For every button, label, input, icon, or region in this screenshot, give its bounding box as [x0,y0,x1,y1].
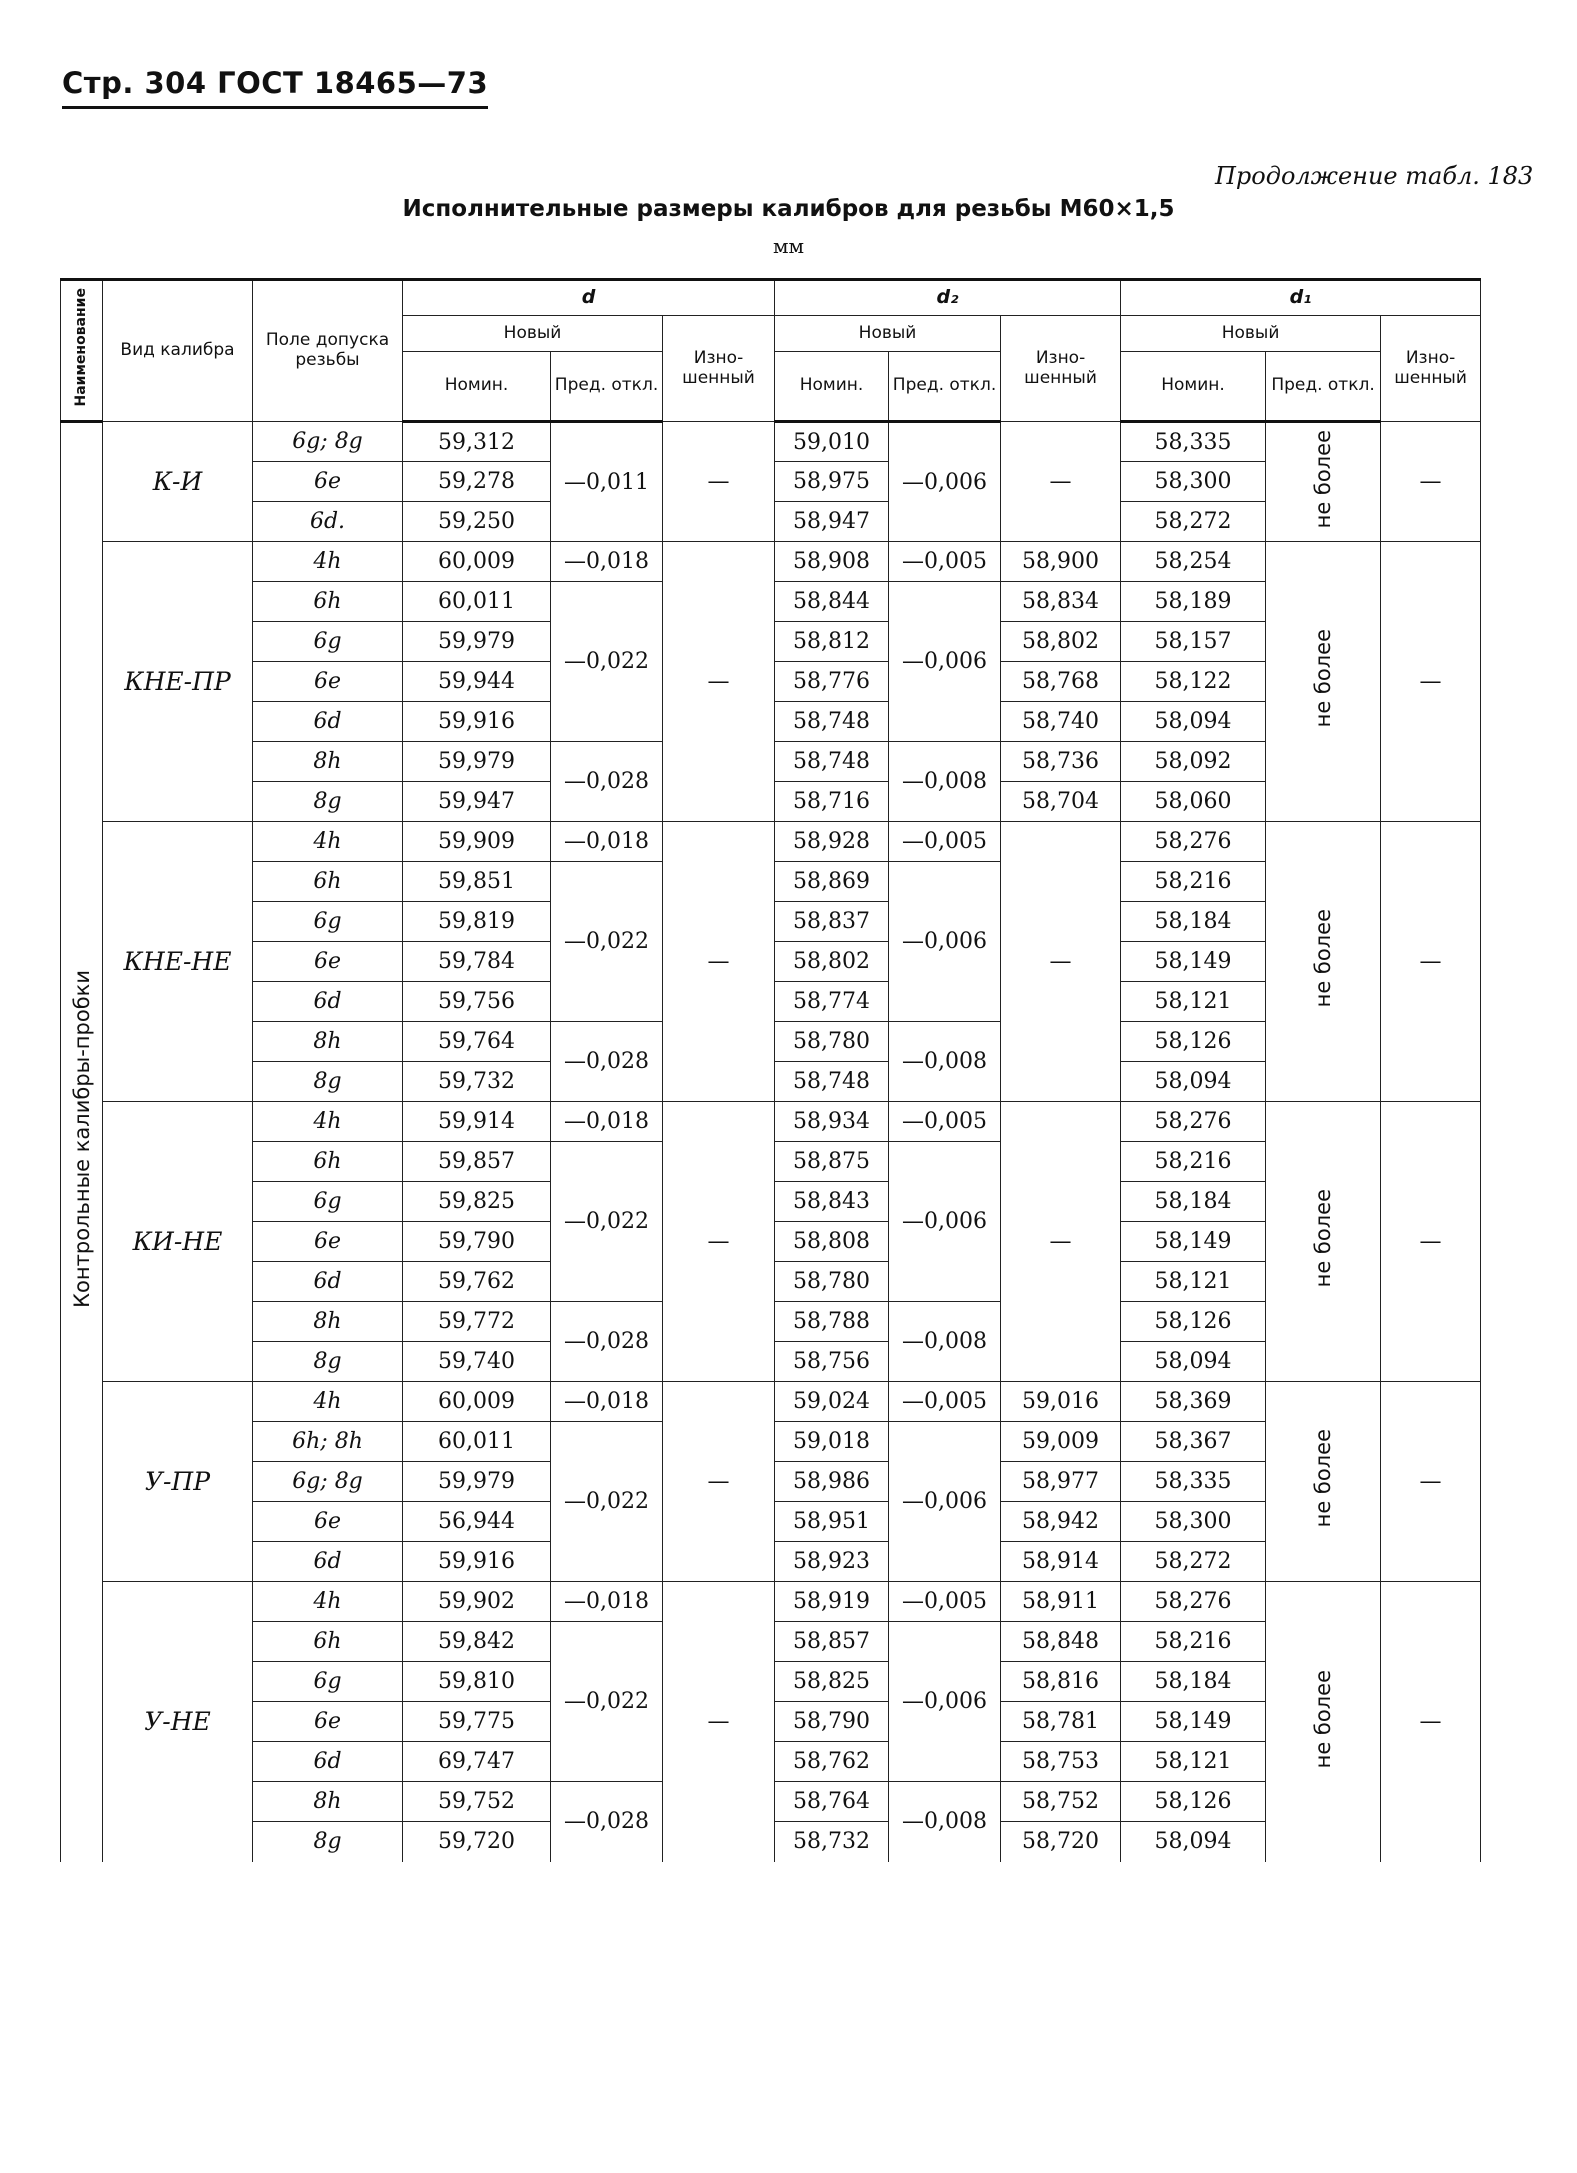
d2-nomin: 58,790 [775,1702,889,1742]
tol-field: 6h [253,1142,403,1182]
d-worn: — [663,542,775,822]
d1-nomin: 58,060 [1121,782,1266,822]
d2-nomin: 58,732 [775,1822,889,1862]
d-nomin: 56,944 [403,1502,551,1542]
d2-nomin: 58,764 [775,1782,889,1822]
d2-nomin: 58,934 [775,1102,889,1142]
header-d-worn: Изно-шенный [663,316,775,422]
d2-nomin: 58,919 [775,1582,889,1622]
d-nomin: 59,312 [403,422,551,462]
d-deviation: —0,028 [551,742,663,822]
side-label-text: Контрольные калибры-пробки [69,970,94,1309]
d-deviation: —0,011 [551,422,663,542]
d2-nomin: 58,875 [775,1142,889,1182]
d2-worn: — [1001,422,1121,542]
d-nomin: 59,732 [403,1062,551,1102]
d1-deviation-not-more [1266,1102,1381,1382]
d1-nomin: 58,184 [1121,1662,1266,1702]
d-nomin: 59,772 [403,1302,551,1342]
header-kind: Вид калибра [103,280,253,422]
tol-field: 6g [253,1662,403,1702]
d-nomin: 59,278 [403,462,551,502]
d2-nomin: 58,844 [775,582,889,622]
d1-nomin: 58,189 [1121,582,1266,622]
d-deviation: —0,028 [551,1782,663,1862]
d2-nomin: 58,843 [775,1182,889,1222]
tol-field: 6d [253,1542,403,1582]
d2-nomin: 58,951 [775,1502,889,1542]
d1-nomin: 58,126 [1121,1782,1266,1822]
d-deviation: —0,018 [551,822,663,862]
d1-nomin: 58,276 [1121,1102,1266,1142]
d2-nomin: 58,928 [775,822,889,862]
d1-nomin: 58,121 [1121,1742,1266,1782]
header-d: d [403,280,775,316]
not-more-text: не более [1311,1429,1336,1528]
d1-nomin: 58,094 [1121,1342,1266,1382]
not-more-text: не более [1311,629,1336,728]
d-nomin: 59,909 [403,822,551,862]
header-tol-field: Поле допуска резьбы [253,280,403,422]
d1-nomin: 58,300 [1121,1502,1266,1542]
tol-field: 8g [253,782,403,822]
d-nomin: 59,756 [403,982,551,1022]
tol-field: 4h [253,822,403,862]
d-nomin: 59,979 [403,742,551,782]
d-nomin: 59,764 [403,1022,551,1062]
tol-field: 6d [253,702,403,742]
d2-nomin: 58,748 [775,1062,889,1102]
d1-nomin: 58,092 [1121,742,1266,782]
tol-field: 6e [253,1702,403,1742]
calibre-kind: К-И [103,422,253,542]
calibre-kind: У-НЕ [103,1582,253,1862]
d1-deviation-not-more [1266,542,1381,822]
d-nomin: 59,762 [403,1262,551,1302]
d-deviation: —0,028 [551,1022,663,1102]
d-nomin: 59,857 [403,1142,551,1182]
d-nomin: 59,944 [403,662,551,702]
d2-nomin: 58,923 [775,1542,889,1582]
d-nomin: 59,842 [403,1622,551,1662]
header-name: Наименование [61,280,103,422]
d2-nomin: 58,748 [775,702,889,742]
d2-nomin: 59,024 [775,1382,889,1422]
d-nomin: 69,747 [403,1742,551,1782]
d2-worn: 58,740 [1001,702,1121,742]
d1-nomin: 58,184 [1121,1182,1266,1222]
tol-field: 6h; 8h [253,1422,403,1462]
header-d2-worn: Изно-шенный [1001,316,1121,422]
tol-field: 6h [253,582,403,622]
d-worn: — [663,1382,775,1582]
tol-field: 8h [253,1022,403,1062]
calibre-kind: КИ-НЕ [103,1102,253,1382]
header-d2-dev: Пред. откл. [889,352,1001,422]
d-nomin: 59,784 [403,942,551,982]
d2-worn: 58,911 [1001,1582,1121,1622]
d-worn: — [663,822,775,1102]
d2-worn: 58,768 [1001,662,1121,702]
d-nomin: 59,790 [403,1222,551,1262]
d2-nomin: 58,774 [775,982,889,1022]
d-nomin: 59,916 [403,1542,551,1582]
d-nomin: 59,825 [403,1182,551,1222]
tol-field: 6g; 8g [253,1462,403,1502]
d2-deviation: —0,005 [889,1582,1001,1622]
tol-field: 8g [253,1822,403,1862]
d2-deviation: —0,006 [889,422,1001,542]
d-nomin: 59,916 [403,702,551,742]
d1-nomin: 58,094 [1121,1062,1266,1102]
d2-deviation: —0,006 [889,582,1001,742]
tol-field: 4h [253,1582,403,1622]
d1-worn: — [1381,1102,1481,1382]
d2-worn: 58,704 [1001,782,1121,822]
d2-deviation: —0,008 [889,1022,1001,1102]
d1-nomin: 58,216 [1121,1622,1266,1662]
d1-worn: — [1381,542,1481,822]
d2-deviation: —0,008 [889,1782,1001,1862]
tol-field: 6d [253,1742,403,1782]
d-deviation: —0,018 [551,1102,663,1142]
tol-field: 6h [253,1622,403,1662]
d-worn: — [663,422,775,542]
tol-field: 6e [253,942,403,982]
d1-nomin: 58,216 [1121,1142,1266,1182]
table-continuation-note: Продолжение табл. 183 [1215,162,1534,190]
d-deviation: —0,028 [551,1302,663,1382]
tol-field: 6h [253,862,403,902]
header-d-dev: Пред. откл. [551,352,663,422]
table-row [61,1582,1481,1622]
d1-nomin: 58,276 [1121,1582,1266,1622]
table-title: Исполнительные размеры калибров для резьбы M60×1,5 [402,196,1175,222]
unit-label: мм [772,234,805,258]
d2-worn: — [1001,822,1121,1102]
d1-nomin: 58,335 [1121,1462,1266,1502]
d2-nomin: 58,802 [775,942,889,982]
tol-field: 6g; 8g [253,422,403,462]
d2-nomin: 58,869 [775,862,889,902]
d-nomin: 59,720 [403,1822,551,1862]
d2-nomin: 58,788 [775,1302,889,1342]
d2-nomin: 58,857 [775,1622,889,1662]
d2-deviation: —0,005 [889,542,1001,582]
d-nomin: 59,947 [403,782,551,822]
d2-nomin: 58,762 [775,1742,889,1782]
d-deviation: —0,018 [551,1582,663,1622]
tol-field: 8g [253,1062,403,1102]
not-more-text: не более [1311,1669,1336,1768]
d1-nomin: 58,184 [1121,902,1266,942]
d1-nomin: 58,149 [1121,1222,1266,1262]
d1-deviation-not-more [1266,422,1381,542]
d2-nomin: 58,780 [775,1022,889,1062]
d-deviation: —0,018 [551,1382,663,1422]
d-deviation: —0,018 [551,542,663,582]
calibre-kind: У-ПР [103,1382,253,1582]
not-more-text: не более [1311,1189,1336,1288]
d-nomin: 60,011 [403,1422,551,1462]
header-d1-new: Новый [1121,316,1381,352]
tol-field: 4h [253,542,403,582]
d1-deviation-not-more [1266,1582,1381,1862]
d1-nomin: 58,149 [1121,942,1266,982]
d2-worn: 59,016 [1001,1382,1121,1422]
tol-field: 8h [253,742,403,782]
tol-field: 6g [253,1182,403,1222]
d2-worn: 58,977 [1001,1462,1121,1502]
d2-worn: 59,009 [1001,1422,1121,1462]
d2-worn: 58,781 [1001,1702,1121,1742]
d2-deviation: —0,005 [889,1102,1001,1142]
calibre-kind: КНЕ-ПР [103,542,253,822]
d2-nomin: 58,748 [775,742,889,782]
header-d1-nomin: Номин. [1121,352,1266,422]
header-d1-dev: Пред. откл. [1266,352,1381,422]
d1-nomin: 58,276 [1121,822,1266,862]
d1-deviation-not-more [1266,822,1381,1102]
d2-worn: 58,802 [1001,622,1121,662]
d1-nomin: 58,094 [1121,702,1266,742]
d-nomin: 59,902 [403,1582,551,1622]
d2-nomin: 58,716 [775,782,889,822]
d-deviation: —0,022 [551,1622,663,1782]
d1-nomin: 58,369 [1121,1382,1266,1422]
table-row [61,542,1481,582]
d2-nomin: 58,986 [775,1462,889,1502]
d2-nomin: 58,780 [775,1262,889,1302]
d2-worn: 58,753 [1001,1742,1121,1782]
d2-worn: — [1001,1102,1121,1382]
d1-nomin: 58,121 [1121,1262,1266,1302]
not-more-text: не более [1311,909,1336,1008]
d2-worn: 58,914 [1001,1542,1121,1582]
tol-field: 8h [253,1782,403,1822]
d-nomin: 59,250 [403,502,551,542]
d-nomin: 59,775 [403,1702,551,1742]
d2-deviation: —0,006 [889,1422,1001,1582]
d1-nomin: 58,126 [1121,1022,1266,1062]
d-nomin: 59,979 [403,1462,551,1502]
d1-nomin: 58,254 [1121,542,1266,582]
tol-field: 8g [253,1342,403,1382]
header-d-nomin: Номин. [403,352,551,422]
d2-worn: 58,752 [1001,1782,1121,1822]
side-label [61,422,103,1862]
tol-field: 6e [253,462,403,502]
d1-worn: — [1381,1582,1481,1862]
table-row [61,1382,1481,1422]
tol-field: 6g [253,622,403,662]
d2-deviation: —0,008 [889,1302,1001,1382]
table-row [61,422,1481,462]
calibre-kind: КНЕ-НЕ [103,822,253,1102]
d1-nomin: 58,094 [1121,1822,1266,1862]
d2-worn: 58,900 [1001,542,1121,582]
d-nomin: 59,752 [403,1782,551,1822]
header-d2-nomin: Номин. [775,352,889,422]
d1-nomin: 58,272 [1121,1542,1266,1582]
header-d2-new: Новый [775,316,1001,352]
d2-deviation: —0,008 [889,742,1001,822]
d-nomin: 60,011 [403,582,551,622]
d2-worn: 58,720 [1001,1822,1121,1862]
d-nomin: 59,819 [403,902,551,942]
d2-deviation: —0,006 [889,862,1001,1022]
d2-worn: 58,736 [1001,742,1121,782]
tol-field: 6d [253,1262,403,1302]
d-nomin: 59,914 [403,1102,551,1142]
d2-nomin: 58,975 [775,462,889,502]
d-nomin: 60,009 [403,542,551,582]
d-worn: — [663,1102,775,1382]
table-row [61,822,1481,862]
d2-deviation: —0,005 [889,1382,1001,1422]
d2-nomin: 58,837 [775,902,889,942]
d-deviation: —0,022 [551,582,663,742]
tol-field: 4h [253,1102,403,1142]
not-more-text: не более [1311,429,1336,529]
d2-deviation: —0,006 [889,1142,1001,1302]
d1-nomin: 58,121 [1121,982,1266,1022]
tol-field: 6d [253,982,403,1022]
tol-field: 6e [253,1502,403,1542]
d2-nomin: 58,808 [775,1222,889,1262]
d1-worn: — [1381,822,1481,1102]
header-d1: d₁ [1121,280,1481,316]
d1-worn: — [1381,422,1481,542]
d1-nomin: 58,216 [1121,862,1266,902]
d2-worn: 58,816 [1001,1662,1121,1702]
header-d-new: Новый [403,316,663,352]
tol-field: 4h [253,1382,403,1422]
d1-nomin: 58,335 [1121,422,1266,462]
d-nomin: 60,009 [403,1382,551,1422]
d2-nomin: 58,756 [775,1342,889,1382]
d2-nomin: 58,947 [775,502,889,542]
d2-worn: 58,848 [1001,1622,1121,1662]
d2-nomin: 58,908 [775,542,889,582]
tol-field: 8h [253,1302,403,1342]
calibre-dimensions-table [60,278,1481,1862]
d2-nomin: 58,825 [775,1662,889,1702]
d1-nomin: 58,122 [1121,662,1266,702]
d-deviation: —0,022 [551,1422,663,1582]
page-header: Стр. 304 ГОСТ 18465—73 [62,66,488,109]
table-row [61,1102,1481,1142]
tol-field: 6e [253,662,403,702]
header-d1-worn: Изно-шенный [1381,316,1481,422]
d-nomin: 59,979 [403,622,551,662]
d2-nomin: 58,776 [775,662,889,702]
d1-nomin: 58,157 [1121,622,1266,662]
d1-nomin: 58,367 [1121,1422,1266,1462]
d-nomin: 59,851 [403,862,551,902]
d1-nomin: 58,126 [1121,1302,1266,1342]
d1-nomin: 58,149 [1121,1702,1266,1742]
d-worn: — [663,1582,775,1862]
d1-worn: — [1381,1382,1481,1582]
tol-field: 6g [253,902,403,942]
d2-worn: 58,942 [1001,1502,1121,1542]
tol-field: 6e [253,1222,403,1262]
d2-deviation: —0,005 [889,822,1001,862]
d1-nomin: 58,272 [1121,502,1266,542]
tol-field: 6d. [253,502,403,542]
d1-deviation-not-more [1266,1382,1381,1582]
d-deviation: —0,022 [551,862,663,1022]
d2-worn: 58,834 [1001,582,1121,622]
d-deviation: —0,022 [551,1142,663,1302]
header-d2: d₂ [775,280,1121,316]
d-nomin: 59,740 [403,1342,551,1382]
d2-nomin: 58,812 [775,622,889,662]
d2-nomin: 59,010 [775,422,889,462]
d1-nomin: 58,300 [1121,462,1266,502]
d2-nomin: 59,018 [775,1422,889,1462]
d-nomin: 59,810 [403,1662,551,1702]
d2-deviation: —0,006 [889,1622,1001,1782]
